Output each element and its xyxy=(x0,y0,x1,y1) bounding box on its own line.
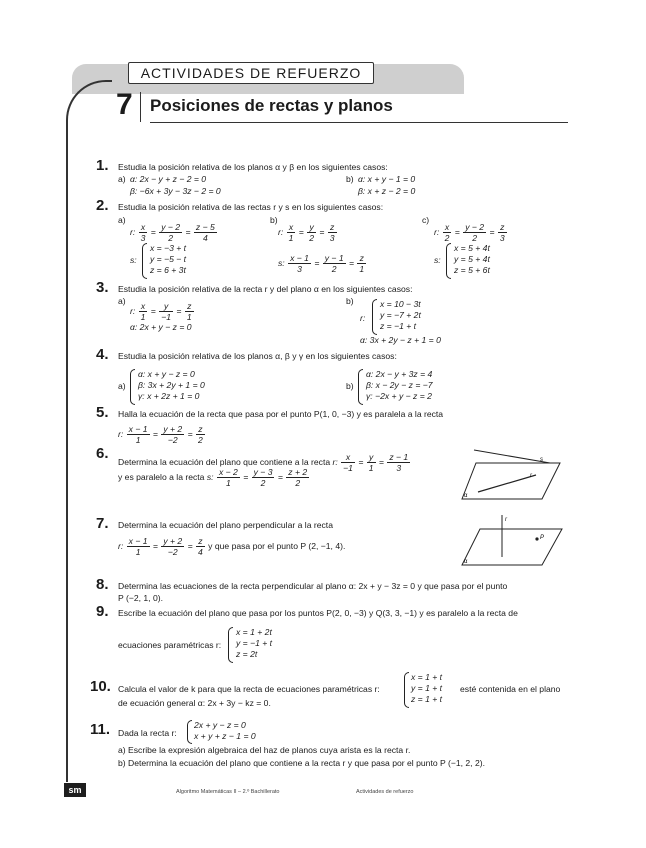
equation: x = 10 − 3t xyxy=(380,299,421,309)
plane-line-figure xyxy=(458,447,568,505)
case-label: a) xyxy=(118,174,126,184)
unit-divider xyxy=(140,92,141,122)
case-label: b) xyxy=(346,174,354,184)
exercise-number: 1. xyxy=(96,157,109,174)
exercise-statement-part2: r: $\frac{x - 1}{1}$ = $\frac{y + 2}{-2}$ = $\frac{z}{4}$ y que pasa por el punto P (2, −1, 4). xyxy=(118,536,346,557)
line-r xyxy=(478,475,536,492)
line-equation-s-b: s: $\frac{x - 1}{3}$ = $\frac{y - 1}{2}$ = $\frac{z}{1}$ xyxy=(278,253,365,274)
line-equation-r: r: $\frac{x - 1}{1}$ = $\frac{y + 2}{-2}$ = $\frac{z}{2}$ xyxy=(118,424,203,445)
plane-perpendicular-figure xyxy=(458,511,568,571)
exercise-number: 9. xyxy=(96,603,109,620)
line-s xyxy=(474,450,550,463)
line-equation-r-a: r: $\frac{x}{3}$ = $\frac{y - 2}{2}$ = $\frac{z - 5}{4}$ xyxy=(130,222,215,243)
title-underline xyxy=(150,122,568,123)
equation: x = 1 + t xyxy=(411,672,443,682)
equation: z = −1 + t xyxy=(380,321,417,331)
exercise-number: 5. xyxy=(96,404,109,421)
case-label: a) xyxy=(118,381,126,391)
equation: z = 1 + t xyxy=(411,694,443,704)
exercise-number: 6. xyxy=(96,445,109,462)
equation: z = 2t xyxy=(236,649,258,659)
line-label-s: s: xyxy=(130,255,137,265)
plane-alpha xyxy=(462,463,560,499)
point-p xyxy=(535,537,538,540)
exercise-statement: Estudia la posición relativa de las rectas r y s en los siguientes casos: xyxy=(118,202,384,212)
exercise-statement: de ecuación general α: 2x + 3y − kz = 0. xyxy=(118,698,271,708)
equation: x = 5 + 4t xyxy=(454,243,490,253)
exercise-statement: Escribe la ecuación del plano que pasa por los puntos P(2, 0, −3) y Q(3, 3, −1) y es paralelo a la recta de xyxy=(118,608,518,618)
system-brace xyxy=(358,369,363,405)
exercise-statement: Determina las ecuaciones de la recta perpendicular al plano α: 2x + y − 3z = 0 y que pasa por el punto xyxy=(118,581,508,591)
label-alpha: α xyxy=(464,559,468,565)
exercise-statement: Calcula el valor de k para que la recta de ecuaciones paramétricas r: xyxy=(118,684,380,694)
unit-number: 7 xyxy=(116,88,133,121)
exercise-statement: esté contenida en el plano xyxy=(460,684,561,694)
case-label: a) xyxy=(118,215,126,225)
equation: y = 1 + t xyxy=(411,683,443,693)
equation: α: 3x + 2y − z + 1 = 0 xyxy=(360,335,441,345)
line-equation-r-c: r: $\frac{x}{2}$ = $\frac{y - 2}{2}$ = $\frac{z}{3}$ xyxy=(434,222,505,243)
line-equation-r: r: $\frac{x}{1}$ = $\frac{y}{-1}$ = $\frac{z}{1}$ xyxy=(130,301,192,322)
equation: y = 5 + 4t xyxy=(454,254,490,264)
label-r: r xyxy=(505,517,507,523)
exercise-statement: Dada la recta r: xyxy=(118,728,177,738)
equation: x + y + z − 1 = 0 xyxy=(194,731,256,741)
exercise-number: 3. xyxy=(96,279,109,296)
footer-book-title: Algoritmo Matemáticas II – 2.º Bachillerato xyxy=(176,789,280,795)
system-brace xyxy=(142,243,147,279)
exercise-number: 8. xyxy=(96,576,109,593)
system-brace xyxy=(404,672,409,708)
line-label-s: s: xyxy=(434,255,441,265)
equation: z = 6 + 3t xyxy=(150,265,186,275)
case-label: b) xyxy=(346,381,354,391)
equation: γ: x + 2z + 1 = 0 xyxy=(138,391,200,401)
equation: γ: −2x + y − z = 2 xyxy=(366,391,432,401)
plane-alpha xyxy=(462,529,562,565)
sub-question: b) Determina la ecuación del plano que contiene a la recta r y que pasa por el punto P (−1, 2, 2). xyxy=(118,758,485,768)
publisher-logo: sm xyxy=(64,783,86,797)
label-p: P xyxy=(540,535,545,541)
exercise-statement-part1: Determina la ecuación del plano que contiene a la recta r: $\frac{x}{-1}$ = $\frac{y}{1}$ = $\frac{z - 1}{3}$ xyxy=(118,452,409,473)
system-brace xyxy=(228,627,233,663)
equation: α: x + y − 1 = 0 xyxy=(358,174,416,184)
system-brace xyxy=(187,720,192,744)
equation: x = −3 + t xyxy=(150,243,187,253)
label-alpha: α xyxy=(464,493,468,499)
case-label: c) xyxy=(422,215,430,225)
equation: y = −5 − t xyxy=(150,254,187,264)
exercise-number: 4. xyxy=(96,346,109,363)
exercise-statement: Halla la ecuación de la recta que pasa por el punto P(1, 0, −3) y es paralela a la recta xyxy=(118,409,444,419)
exercise-statement: Estudia la posición relativa de la recta r y del plano α en los siguientes casos: xyxy=(118,284,413,294)
equation: z = 5 + 6t xyxy=(454,265,490,275)
label-s: s xyxy=(540,457,543,463)
exercise-statement: P (−2, 1, 0). xyxy=(118,593,163,603)
exercise-number: 2. xyxy=(96,197,109,214)
equation: y = −7 + 2t xyxy=(380,310,421,320)
equation: α: x + y − z = 0 xyxy=(138,369,195,379)
line-equation-r-b: r: $\frac{x}{1}$ = $\frac{y}{2}$ = $\frac{z}{3}$ xyxy=(278,222,335,243)
exercise-number: 10. xyxy=(90,678,111,695)
equation: α: 2x − y + 3z = 4 xyxy=(366,369,433,379)
footer-section: Actividades de refuerzo xyxy=(356,789,414,795)
case-label: b) xyxy=(346,296,354,306)
equation: β: −6x + 3y − 3z − 2 = 0 xyxy=(130,186,221,196)
page-frame-curve xyxy=(66,80,112,782)
exercise-statement: Estudia la posición relativa de los planos α, β y γ en los siguientes casos: xyxy=(118,351,397,361)
line-label-r: r: xyxy=(360,313,366,323)
system-brace xyxy=(130,369,135,405)
exercise-statement-part2: y es paralelo a la recta s: $\frac{x - 2}{1}$ = $\frac{y - 3}{2}$ = $\frac{z + 2}{2}$ xyxy=(118,467,308,488)
equation: β: 3x + 2y + 1 = 0 xyxy=(138,380,205,390)
equation: x = 1 + 2t xyxy=(236,627,272,637)
case-label: a) xyxy=(118,296,126,306)
system-brace xyxy=(372,299,377,335)
exercise-number: 7. xyxy=(96,515,109,532)
exercise-statement: Determina la ecuación del plano perpendicular a la recta xyxy=(118,520,333,530)
equation: β: x + z − 2 = 0 xyxy=(358,186,416,196)
exercise-statement: ecuaciones paramétricas r: xyxy=(118,640,222,650)
system-brace xyxy=(446,243,451,279)
equation: α: 2x + y − z = 0 xyxy=(130,322,192,332)
exercise-statement: Estudia la posición relativa de los planos α y β en los siguientes casos: xyxy=(118,162,388,172)
page-title: Posiciones de rectas y planos xyxy=(150,96,393,115)
label-r: r xyxy=(530,473,532,479)
equation: α: 2x − y + z − 2 = 0 xyxy=(130,174,207,184)
section-header: ACTIVIDADES DE REFUERZO xyxy=(128,62,374,84)
equation: y = −1 + t xyxy=(236,638,273,648)
equation: β: x − 2y − z = −7 xyxy=(366,380,433,390)
exercise-number: 11. xyxy=(90,721,111,738)
case-label: b) xyxy=(270,215,278,225)
equation: 2x + y − z = 0 xyxy=(194,720,246,730)
sub-question: a) Escribe la expresión algebraica del haz de planos cuya arista es la recta r. xyxy=(118,745,411,755)
